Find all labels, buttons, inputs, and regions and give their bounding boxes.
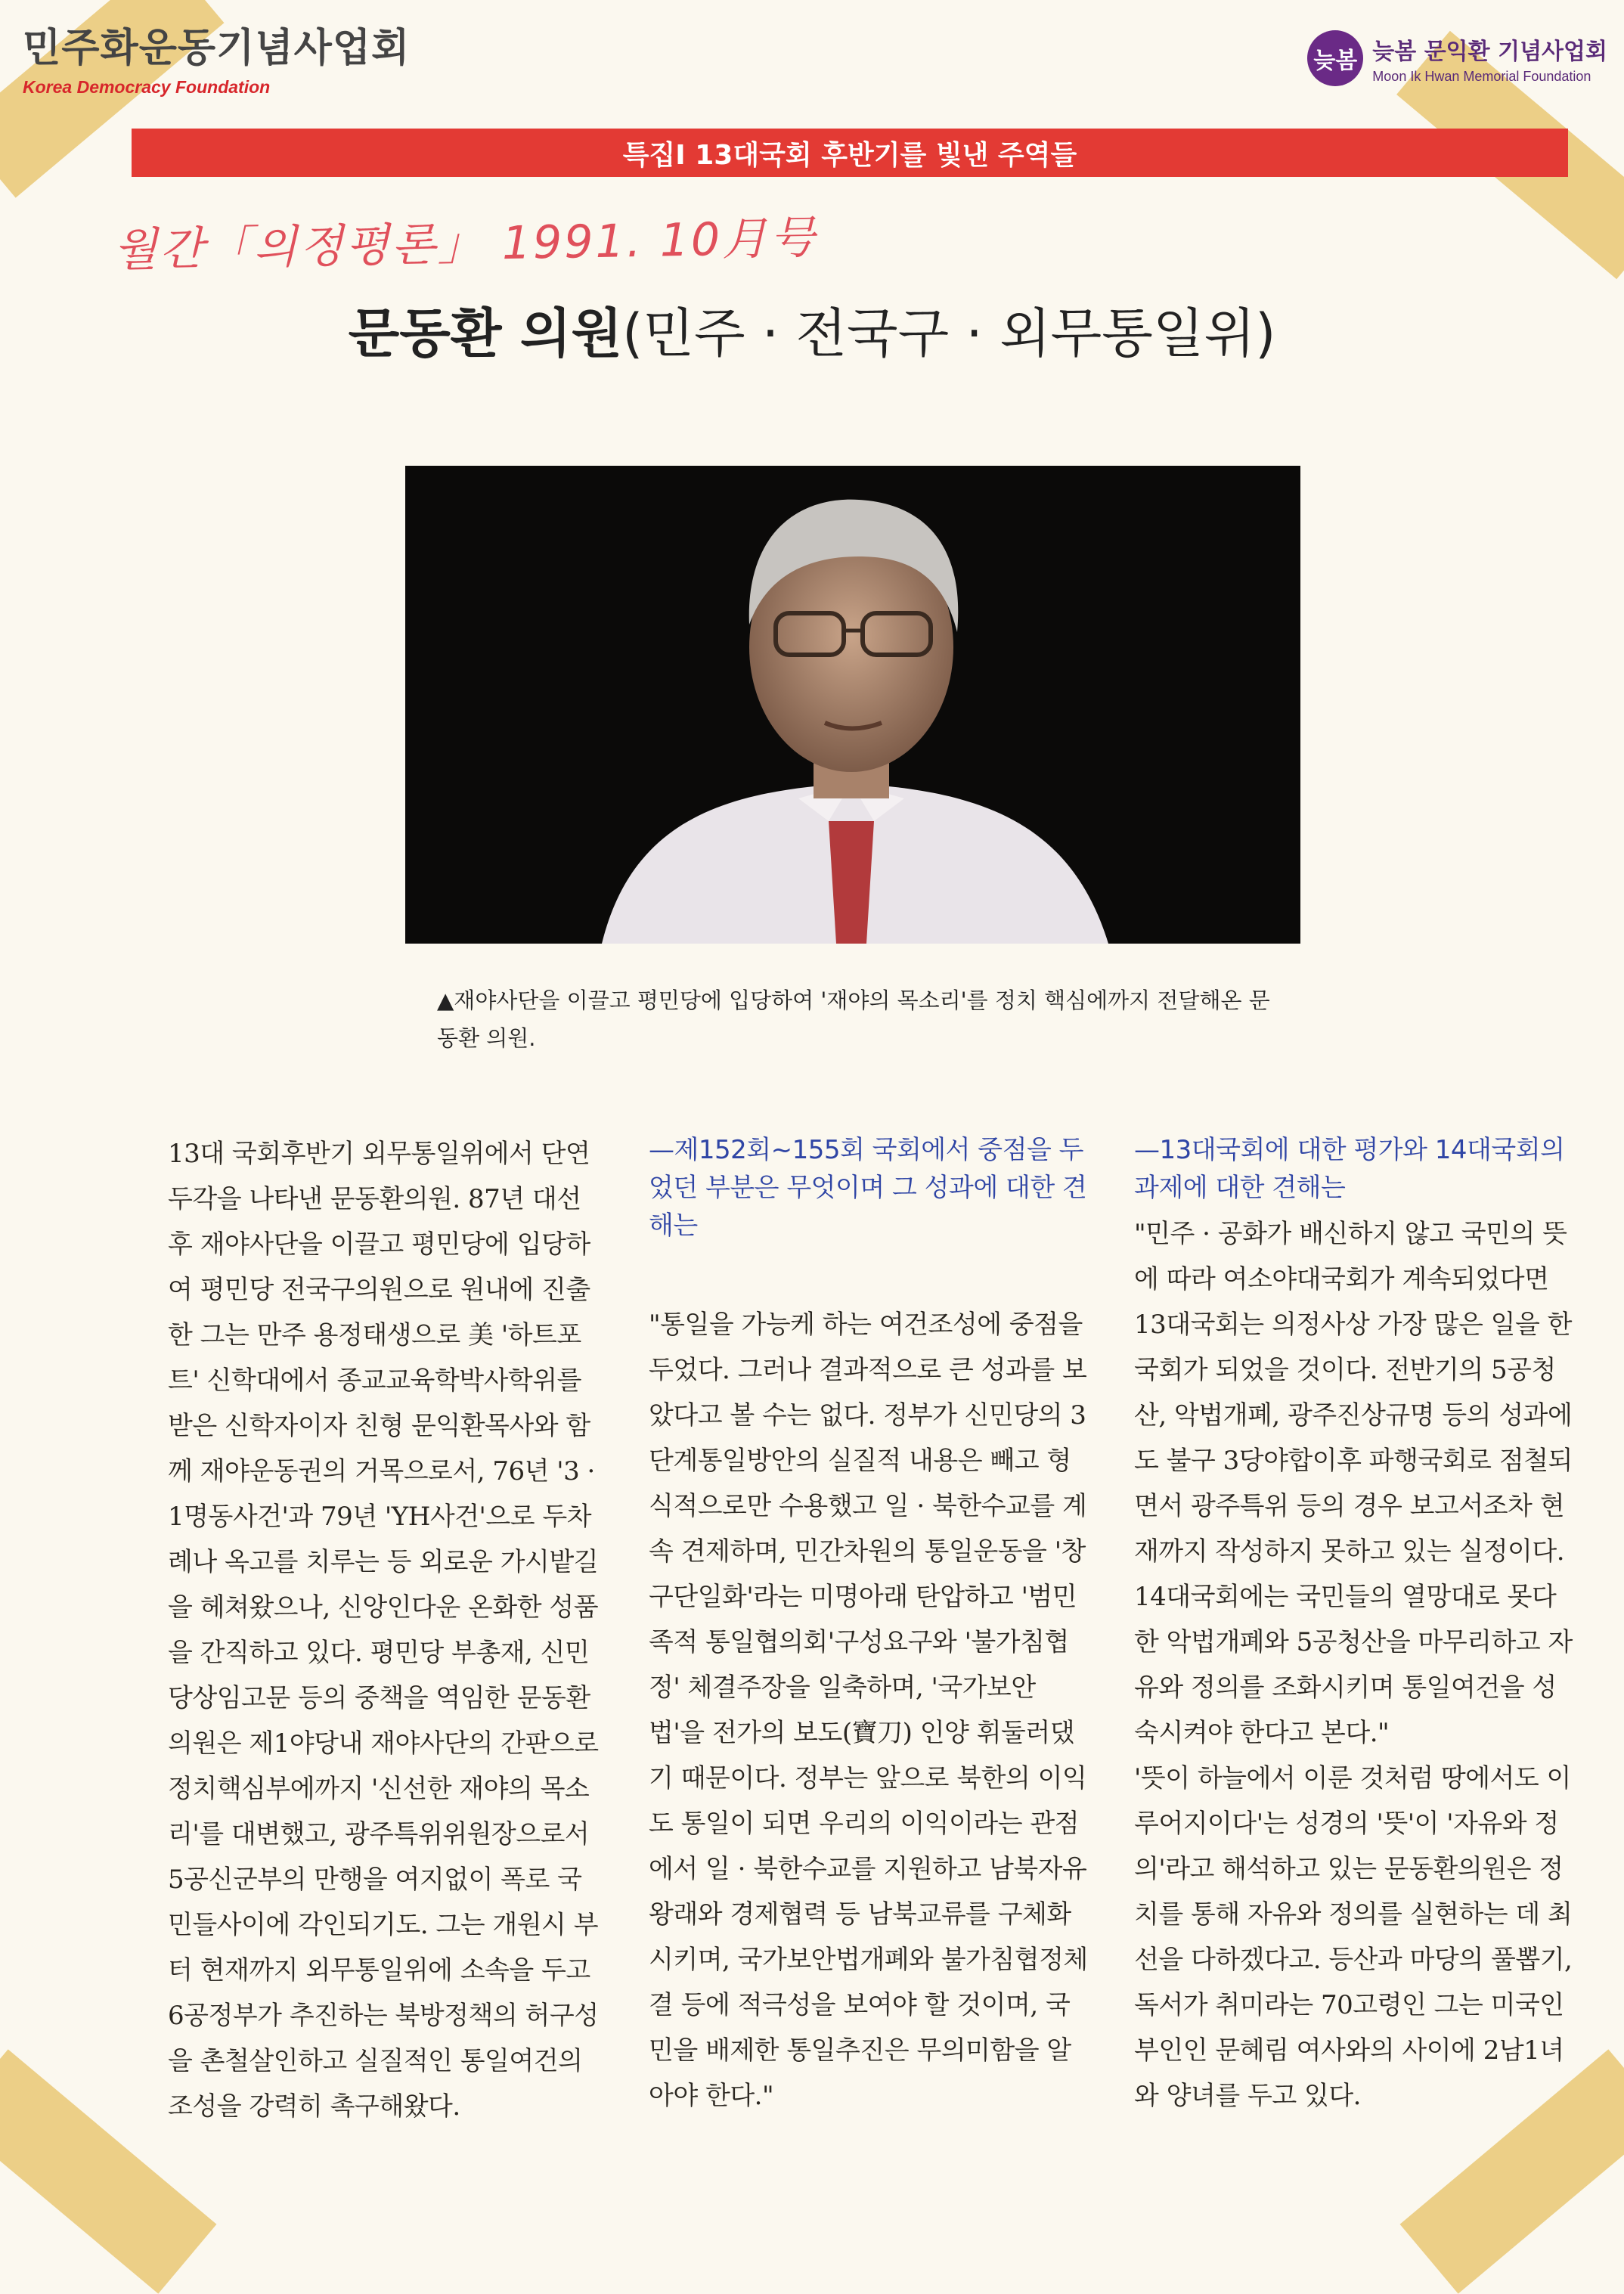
- question-2: —13대국회에 대한 평가와 14대국회의 과제에 대한 견해는: [1134, 1135, 1565, 1203]
- org-name-en: Korea Democracy Foundation: [23, 77, 271, 97]
- column-2: [649, 1131, 1089, 2119]
- foundation-logo: [1307, 30, 1607, 86]
- foundation-seal-icon: 늦봄: [1307, 30, 1363, 86]
- column-1: [168, 1131, 599, 2129]
- kdf-logo: [23, 26, 410, 98]
- answer-2: "민주 · 공화가 배신하지 않고 국민의 뜻에 따라 여소야대국회가 계속되었다면 13대국회는 의정사상 가장 많은 일을 한 국회가 되었을 것이다. 전반기의 5공청산, 악법개폐, 광주진상규명 등의 성과에도 불구 3당야합이후 파행국회로 점철되면서 광주특위 등의 경우 보고서조차 현재까지 작성하지 못하고 있는 실정이다. 14대국회에는 국민들의 열망대로 못다한 악법개폐와 5공청산을 마무리하고 자유와 정의를 조화시키며 통일여건을 성숙시켜야 한다고 본다.": [1134, 1219, 1573, 1748]
- column-3: [1134, 1131, 1580, 2119]
- foundation-name-ko: 늦봄 문익환 기념사업회: [1372, 38, 1607, 65]
- question-1: —제152회~155회 국회에서 중점을 두었던 부분은 무엇이며 그 성과에 대한 견해는: [649, 1135, 1087, 1241]
- photo-caption: ▲재야사단을 이끌고 평민당에 입당하여 '재야의 목소리'를 정치 핵심에까지 전달해온 문동환 의원.: [437, 987, 1270, 1051]
- column-1-body: 13대 국회후반기 외무통일위에서 단연 두각을 나타낸 문동환의원. 87년 대선후 재야사단을 이끌고 평민당에 입당하여 평민당 전국구의원으로 원내에 진출한 그는 만주 용정태생으로 美 '하트포트' 신학대에서 종교교육학박사학위를 받은 신학자이자 친형 문익환목사와 함께 재야운동권의 거목으로서, 76년 '3 · 1명동사건'과 79년 'YH사건'으로 두차례나 옥고를 치루는 등 외로운 가시밭길을 헤쳐왔으나, 신앙인다운 온화한 성품을 간직하고 있다. 평민당 부총재, 신민당상임고문 등의 중책을 역임한 문동환의원은 제1야당내 재야사단의 간판으로 정치핵심부에까지 '신선한 재야의 목소리'를 대변했고, 광주특위위원장으로서 5공신군부의 만행을 여지없이 폭로 국민들사이에 각인되기도. 그는 개원시 부터 현재까지 외무통일위에 소속을 두고 6공정부가 추진하는 북방정책의 허구성을 촌철살인하고 실질적인 통일여건의 조성을 강력히 촉구해왔다.: [168, 1139, 599, 2122]
- title-name: 문동환 의원: [348, 302, 623, 364]
- org-name-ko: 민주화운동기념사업회: [23, 26, 411, 71]
- portrait-photo: [405, 466, 1300, 944]
- foundation-name-en: Moon Ik Hwan Memorial Foundation: [1372, 68, 1591, 84]
- closing-paragraph: '뜻이 하늘에서 이룬 것처럼 땅에서도 이루어지이다'는 성경의 '뜻'이 '자유와 정의'라고 해석하고 있는 문동환의원은 정치를 통해 자유와 정의를 실현하는 데 최선을 다하겠다고. 등산과 마당의 풀뽑기, 독서가 취미라는 70고령인 그는 미국인부인인 문혜림 여사와의 사이에 2남1녀와 양녀를 두고 있다.: [1134, 1763, 1573, 2111]
- title-affiliation: (민주 · 전국구 · 외무통일위): [622, 302, 1276, 364]
- answer-1: "통일을 가능케 하는 여건조성에 중점을 두었다. 그러나 결과적으로 큰 성과를 보았다고 볼 수는 없다. 정부가 신민당의 3단계통일방안의 실질적 내용은 빼고 형식적으로만 수용했고 일 · 북한수교를 계속 견제하며, 민간차원의 통일운동을 '창구단일화'라는 미명아래 탄압하고 '범민족적 통일협의회'구성요구와 '불가침협정' 체결주장을 일축하며, '국가보안법'을 전가의 보도(寶刀) 인양 휘둘러댔기 때문이다. 정부는 앞으로 북한의 이익도 통일이 되면 우리의 이익이라는 관점에서 일 · 북한수교를 지원하고 남북자유왕래와 경제협력 등 남북교류를 구체화시키며, 국가보안법개폐와 불가침협정체결 등에 적극성을 보여야 할 것이며, 국민을 배제한 통일추진은 무의미함을 알아야 한다.": [649, 1310, 1088, 2111]
- article-title: [0, 291, 1624, 367]
- feature-banner: 특집Ⅰ 13대국회 후반기를 빛낸 주역들: [132, 129, 1568, 177]
- handwritten-note: 월간「의정평론」 1991. 10月号: [113, 211, 818, 277]
